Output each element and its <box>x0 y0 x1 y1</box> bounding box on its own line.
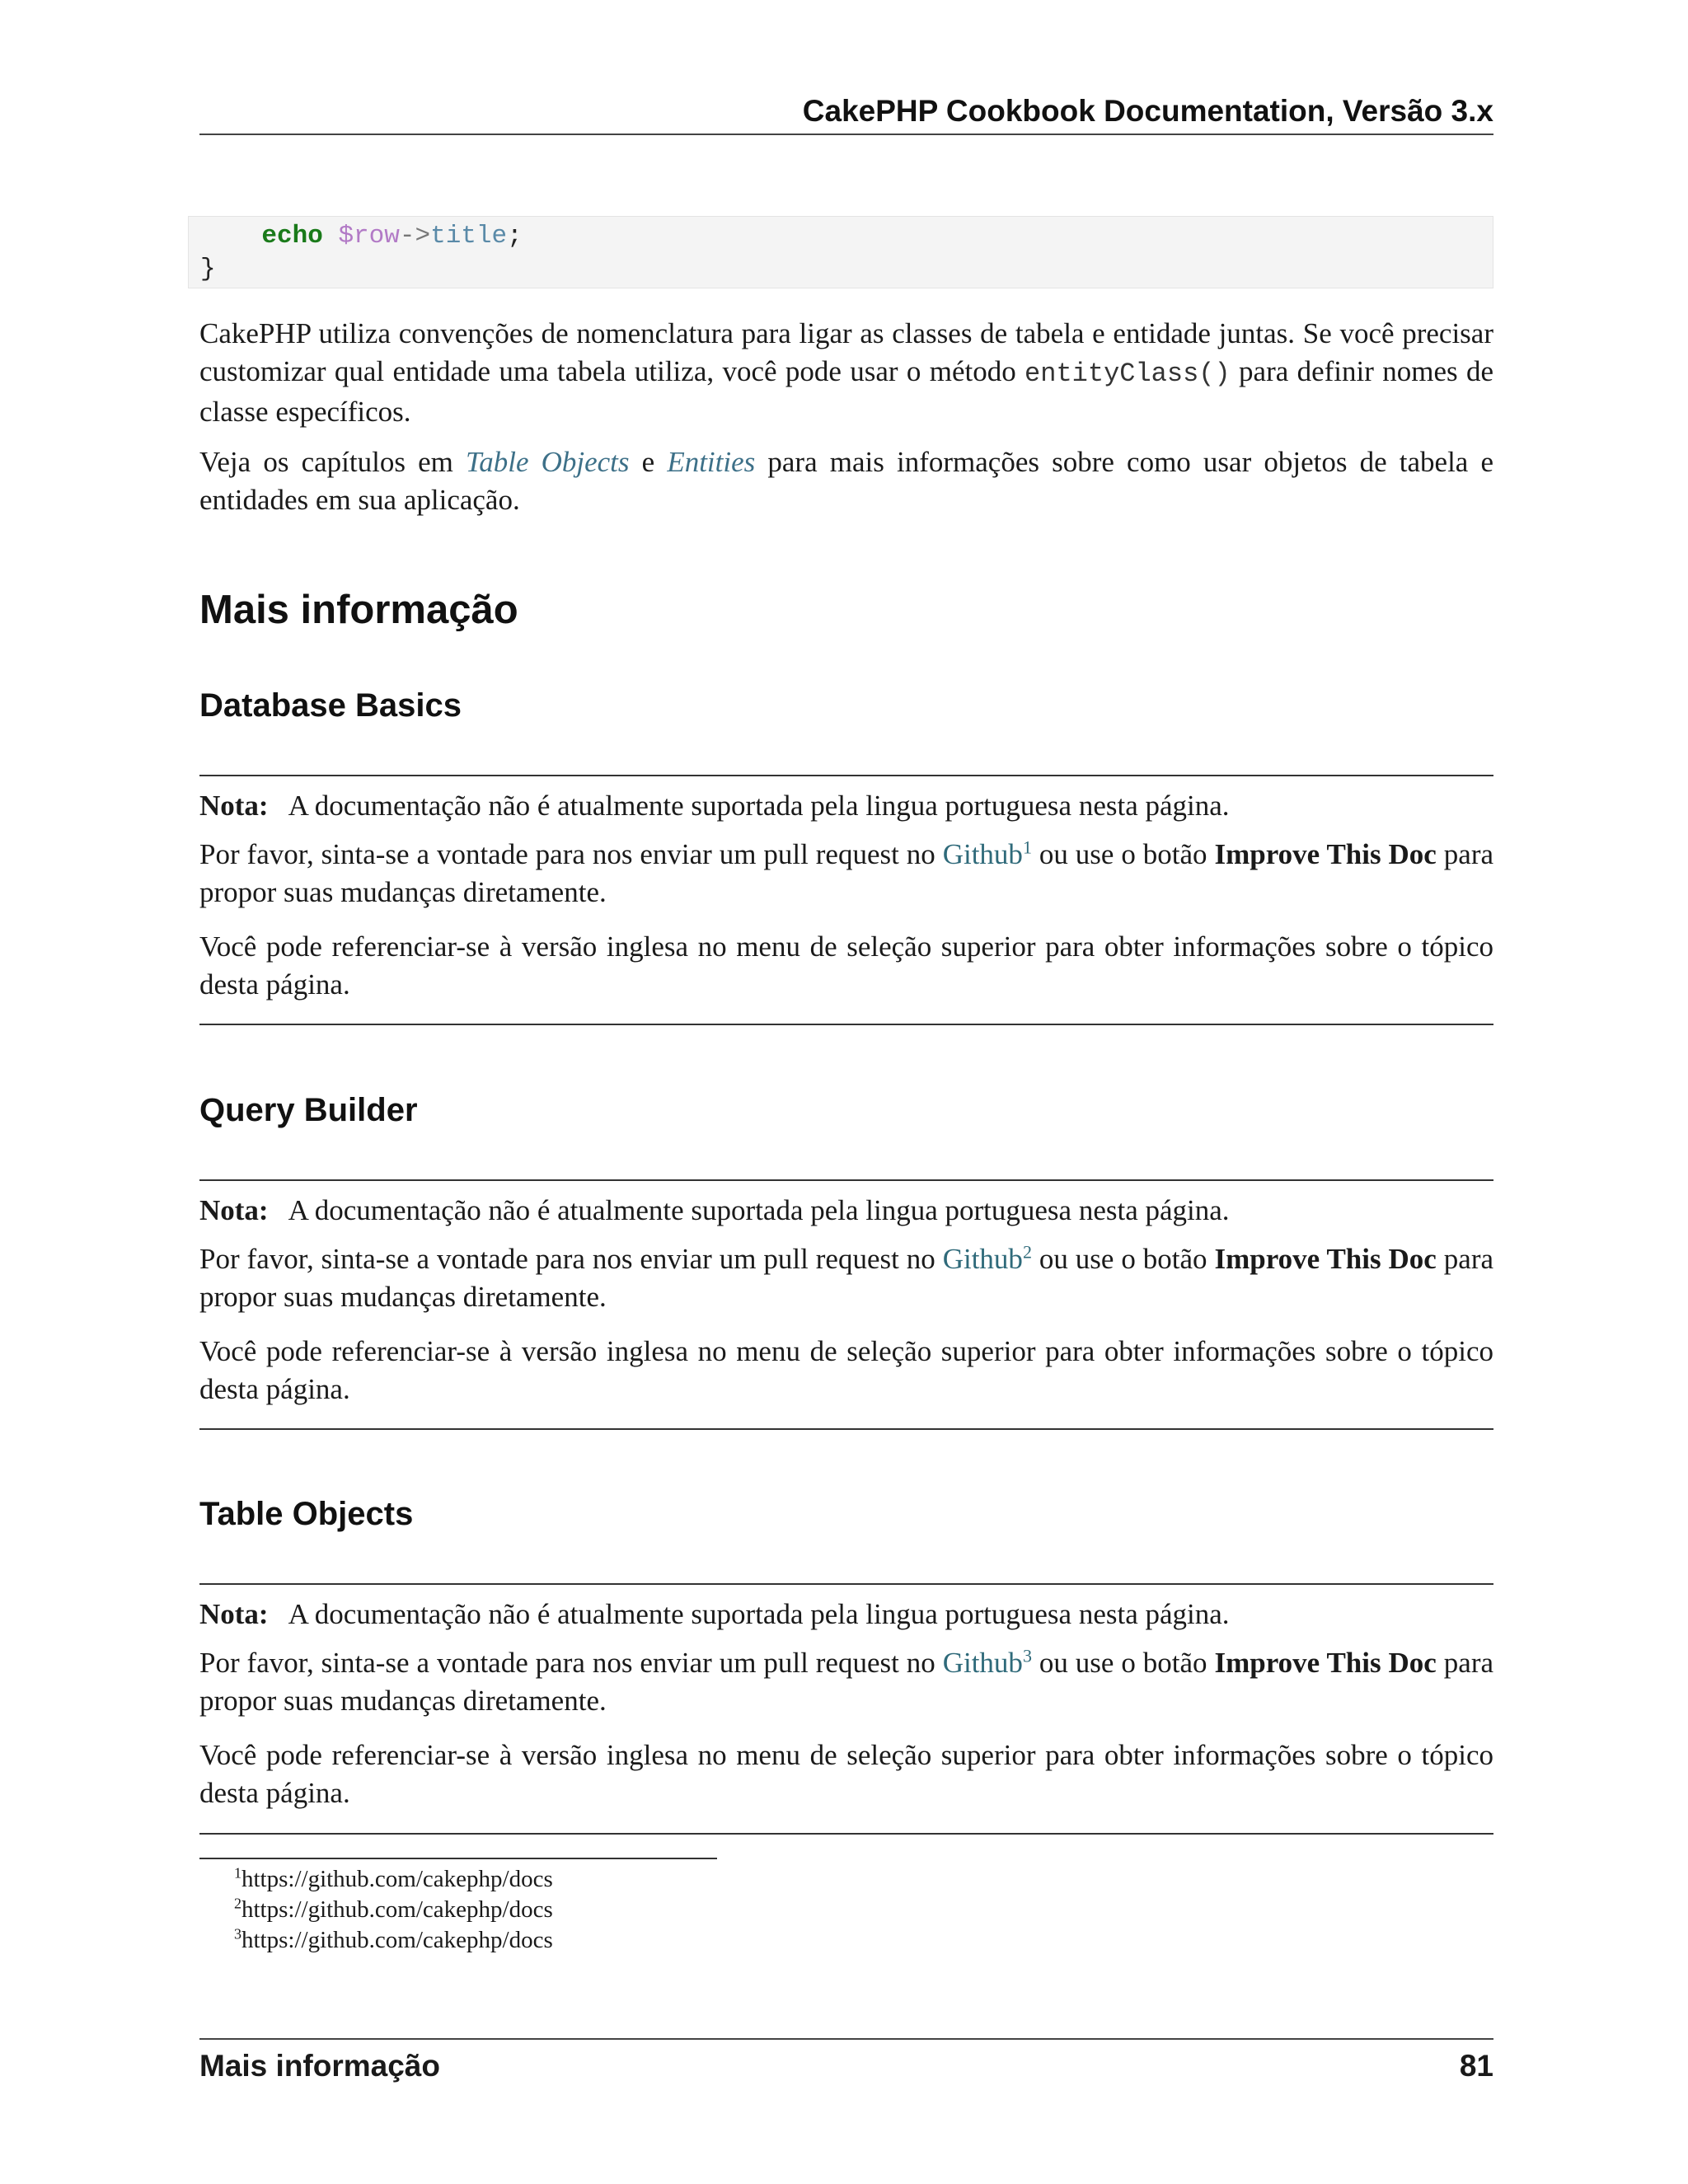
note-label: Nota: <box>199 1194 269 1226</box>
note-header <box>199 1192 1493 1230</box>
improve-doc-text: Improve This Doc <box>1214 1647 1437 1679</box>
note-paragraph: Por favor, sinta-se a vontade para nos enviar um pull request no Github$^2$ ou use o botão Improve This Doc para propor suas mudanças diretamente. <box>199 1241 1494 1313</box>
improve-doc-text: Improve This Doc <box>1214 1243 1437 1275</box>
intro-paragraph-2: Veja os capítulos em Table Objects e Entities para mais informações sobre como usar objetos de tabela e entidades em sua aplicação. <box>199 446 1493 516</box>
note-bottom-rule <box>199 1024 1493 1025</box>
github-link[interactable]: Github <box>942 1243 1023 1275</box>
footnote-item: $^2$https://github.com/cakephp/docs <box>234 1895 553 1923</box>
footnote-url[interactable]: https://github.com/cakephp/docs <box>241 1927 553 1953</box>
note-paragraph-english: Você pode referenciar-se à versão inglesa no menu de seleção superior para obter informações sobre o tópico desta página. <box>199 1335 1493 1405</box>
code-arrow: -> <box>399 222 431 251</box>
github-link[interactable]: Github <box>942 838 1023 870</box>
footnote-url[interactable]: https://github.com/cakephp/docs <box>241 1896 553 1923</box>
footnote-ref[interactable]: 3 <box>1022 1645 1032 1666</box>
note-header <box>199 1596 1493 1633</box>
footnote-ref[interactable]: 1 <box>1022 837 1032 858</box>
footnote-ref[interactable]: 2 <box>1022 1241 1032 1263</box>
entities-link[interactable]: Entities <box>667 446 756 478</box>
note-top-rule <box>199 775 1493 776</box>
github-link[interactable]: Github <box>942 1647 1023 1679</box>
code-keyword: echo <box>261 222 323 251</box>
note-paragraph: Por favor, sinta-se a vontade para nos enviar um pull request no Github$^3$ ou use o botão Improve This Doc para propor suas mudanças diretamente. <box>199 1645 1494 1717</box>
note-bottom-rule <box>199 1833 1493 1835</box>
note-bottom-rule <box>199 1428 1493 1430</box>
note-text: A documentação não é atualmente suportada pela lingua portuguesa nesta página. <box>288 1194 1230 1226</box>
footnote-url[interactable]: https://github.com/cakephp/docs <box>241 1866 553 1892</box>
note-header <box>199 787 1493 825</box>
note-label: Nota: <box>199 1598 269 1630</box>
code-property: title <box>430 222 508 251</box>
footnote-rule <box>199 1858 717 1859</box>
subsection-title-table-objects: Table Objects <box>199 1496 414 1532</box>
subsection-title-query-builder: Query Builder <box>199 1092 418 1128</box>
code-block <box>188 216 1493 288</box>
code-semicolon: ; <box>507 222 523 251</box>
section-title: Mais informação <box>199 588 518 632</box>
footer-rule <box>199 2038 1493 2040</box>
footnote-item: $^1$https://github.com/cakephp/docs <box>234 1864 553 1892</box>
footer-section-name: Mais informação <box>199 2049 440 2083</box>
intro-paragraph-1: CakePHP utiliza convenções de nomenclatura para ligar as classes de tabela e entidade juntas. Se você precisar customizar qual entidade uma tabela utiliza, você pode usar o método entityClass() para definir nomes de classe específicos. <box>199 317 1493 428</box>
note-text: A documentação não é atualmente suportada pela lingua portuguesa nesta página. <box>288 790 1230 822</box>
note-paragraph-english: Você pode referenciar-se à versão inglesa no menu de seleção superior para obter informações sobre o tópico desta página. <box>199 930 1493 1001</box>
footnotes <box>234 1864 553 1956</box>
note-top-rule <box>199 1179 1493 1181</box>
header-rule <box>199 134 1493 135</box>
improve-doc-text: Improve This Doc <box>1214 838 1437 870</box>
inline-code-entityclass: entityClass() <box>1025 359 1231 389</box>
page-number: 81 <box>1459 2049 1493 2083</box>
note-top-rule <box>199 1583 1493 1585</box>
note-text: A documentação não é atualmente suportada pela lingua portuguesa nesta página. <box>288 1598 1230 1630</box>
note-paragraph: Por favor, sinta-se a vontade para nos enviar um pull request no Github$^1$ ou use o botão Improve This Doc para propor suas mudanças diretamente. <box>199 837 1494 908</box>
running-header: CakePHP Cookbook Documentation, Versão 3.x <box>802 94 1493 128</box>
note-paragraph-english: Você pode referenciar-se à versão inglesa no menu de seleção superior para obter informações sobre o tópico desta página. <box>199 1739 1493 1809</box>
table-objects-link[interactable]: Table Objects <box>465 446 630 478</box>
subsection-title-database-basics: Database Basics <box>199 687 462 724</box>
code-variable: $row <box>338 222 400 251</box>
footnote-item: $^3$https://github.com/cakephp/docs <box>234 1925 553 1953</box>
note-label: Nota: <box>199 790 269 822</box>
code-closing-brace: } <box>200 255 216 284</box>
